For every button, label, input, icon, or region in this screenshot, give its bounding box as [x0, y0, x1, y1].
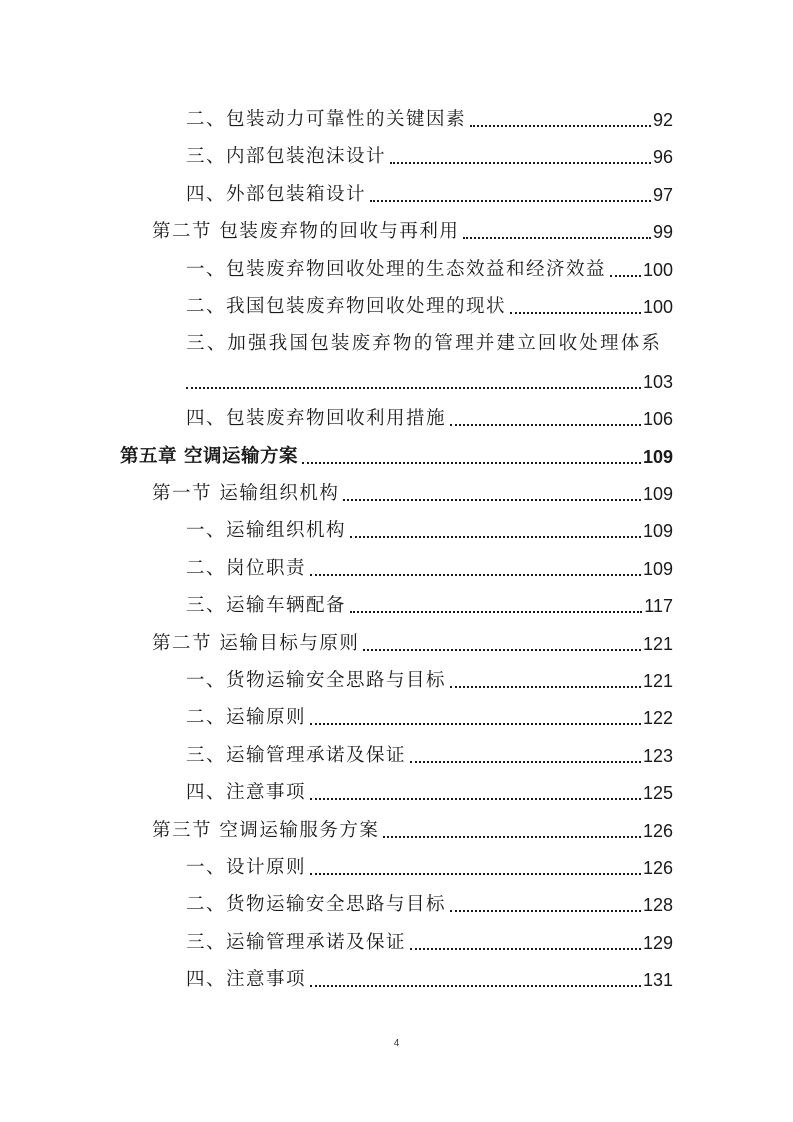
toc-entry-page: 97: [652, 184, 673, 205]
toc-entry-title: 第三节 空调运输服务方案: [152, 819, 380, 841]
dot-leader: [350, 611, 642, 613]
toc-entry-page: 106: [642, 409, 673, 430]
toc-entry-section[interactable]: [152, 217, 673, 247]
dot-leader: [390, 162, 651, 164]
toc-entry-item[interactable]: [186, 703, 673, 733]
toc-entry-title: 四、外部包装箱设计: [186, 183, 367, 205]
toc-entry-page: 100: [642, 259, 673, 280]
toc-entry-item[interactable]: [186, 180, 673, 210]
toc-entry-title: 第二节 包装废弃物的回收与再利用: [152, 221, 460, 243]
toc-entry-title: 一、包装废弃物回收处理的生态效益和经济效益: [186, 258, 607, 280]
toc-entry-title: 三、内部包装泡沫设计: [186, 146, 387, 168]
dot-leader: [470, 125, 651, 127]
toc-entry-page: 109: [642, 558, 673, 579]
toc-entry-item[interactable]: [186, 741, 673, 771]
toc-entry-page: 92: [652, 110, 673, 130]
toc-entry-item[interactable]: [186, 591, 673, 621]
toc-entry-page: 123: [642, 745, 673, 766]
toc-entry-title: 三、运输管理承诺及保证: [186, 931, 407, 953]
toc-entry-title: 第五章 空调运输方案: [120, 445, 298, 467]
toc-entry-title: 二、货物运输安全思路与目标: [186, 894, 447, 916]
dot-leader: [310, 574, 641, 576]
toc-entry-title: 第一节 运输组织机构: [152, 483, 340, 504]
toc-entry-title-line[interactable]: [186, 329, 673, 359]
dot-leader: [343, 499, 641, 501]
toc-entry-item[interactable]: [186, 142, 673, 172]
toc-entry-page: 126: [642, 820, 673, 841]
toc-entry-page: 100: [642, 297, 673, 317]
toc-entry-item[interactable]: [186, 853, 673, 883]
toc-entry-item[interactable]: [186, 255, 673, 285]
dot-leader: [510, 312, 641, 314]
dot-leader: [310, 723, 641, 725]
toc-entry-page: 129: [642, 932, 673, 953]
dot-leader: [450, 910, 641, 912]
toc-entry-title: 一、货物运输安全思路与目标: [186, 670, 447, 691]
toc-entry-page: 109: [642, 446, 673, 467]
toc-entry-title: 第二节 运输目标与原则: [152, 632, 360, 654]
toc-entry-item[interactable]: [186, 554, 673, 584]
toc-entry-item[interactable]: [186, 778, 673, 808]
dot-leader: [310, 873, 641, 875]
dot-leader: [610, 275, 641, 277]
toc-entry-page: 103: [642, 371, 673, 392]
toc-entry-item[interactable]: [186, 105, 673, 135]
toc-entry-page: 128: [642, 895, 673, 916]
toc-entry-section[interactable]: [152, 816, 673, 846]
toc-entry-item[interactable]: [186, 516, 673, 546]
toc-entry-page: 96: [652, 147, 673, 168]
dot-leader: [350, 536, 641, 538]
dot-leader: [383, 836, 641, 838]
toc-entry-chapter[interactable]: [120, 442, 673, 472]
toc-entry-page: 117: [644, 596, 673, 617]
toc-entry-item[interactable]: [186, 404, 673, 434]
toc-entry-page: 131: [642, 970, 673, 991]
toc-entry-title: 四、包装废弃物回收利用措施: [186, 408, 447, 430]
dot-leader: [310, 985, 641, 987]
toc-entry-section[interactable]: [152, 479, 673, 509]
dot-leader: [450, 424, 641, 426]
toc-entry-section[interactable]: [152, 629, 673, 659]
toc-entry-title: 四、注意事项: [186, 782, 307, 804]
dot-leader: [450, 686, 641, 688]
toc-entry-item[interactable]: [186, 928, 673, 958]
toc-entry-page: 109: [642, 484, 673, 504]
toc-entry-page: 121: [642, 671, 673, 691]
toc-entry-page: 109: [642, 521, 673, 542]
dot-leader: [302, 462, 641, 464]
dot-leader: [310, 798, 641, 800]
toc-entry-item[interactable]: [186, 890, 673, 920]
dot-leader: [463, 237, 651, 239]
toc-entry-title: 二、我国包装废弃物回收处理的现状: [186, 296, 507, 317]
toc-entry-item[interactable]: [186, 965, 673, 995]
toc-entry-title: 一、运输组织机构: [186, 520, 347, 542]
toc-entry-continuation[interactable]: [186, 367, 673, 397]
toc-entry-title: 一、设计原则: [186, 857, 307, 878]
toc-entry-page: 99: [652, 222, 673, 243]
toc-entry-title: 三、运输车辆配备: [186, 595, 347, 617]
dot-leader: [370, 200, 651, 202]
dot-leader: [410, 948, 641, 950]
dot-leader: [186, 387, 641, 389]
dot-leader: [410, 761, 641, 763]
dot-leader: [363, 649, 641, 651]
toc-entry-title: 二、包装动力可靠性的关键因素: [186, 109, 467, 130]
toc-entry-page: 121: [642, 633, 673, 654]
toc-entry-page: 125: [642, 783, 673, 804]
toc-entry-page: 126: [642, 858, 673, 878]
toc-entry-title: 四、注意事项: [186, 969, 307, 991]
page-number: 4: [393, 1038, 400, 1049]
toc-entry-item[interactable]: [186, 292, 673, 322]
toc-entry-title: 二、运输原则: [186, 707, 307, 729]
toc-entry-title: 二、岗位职责: [186, 557, 307, 579]
toc-entry-item[interactable]: [186, 666, 673, 696]
toc-entry-page: 122: [642, 708, 673, 729]
toc-entry-title: 三、加强我国包装废弃物的管理并建立回收处理体系: [186, 333, 663, 355]
toc-entry-title: 三、运输管理承诺及保证: [186, 744, 407, 766]
